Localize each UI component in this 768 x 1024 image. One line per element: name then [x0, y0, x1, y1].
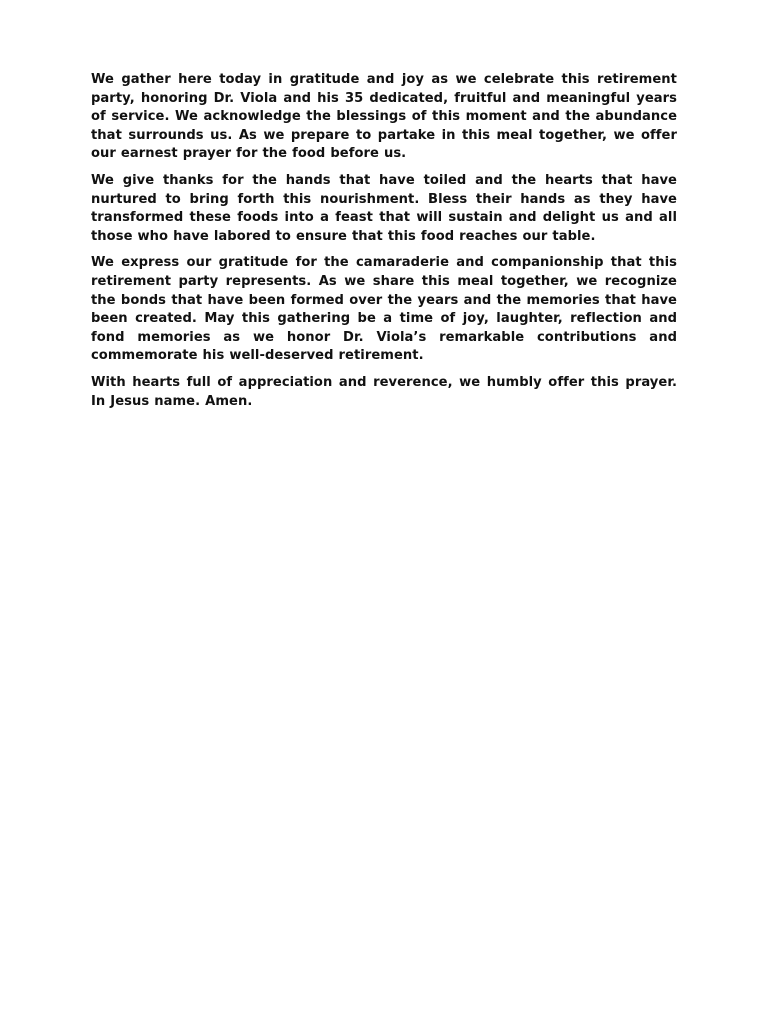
paragraph-opening: We gather here today in gratitude and joy as we celebrate this retirement party, honoring Dr. Viola and his 35 dedicated, fruitful and meaningful years of service. We acknowledge the blessings of this moment and the abundance that surrounds us. As we prepare to partake in this meal together, we offer our earnest prayer for the food before us.	[91, 72, 677, 162]
document-body	[91, 71, 677, 419]
paragraph-thanks: We give thanks for the hands that have toiled and the hearts that have nurtured to bring forth this nourishment. Bless their hands as they have transformed these foods into a feast that will sustain and delight us and all those who have labored to ensure that this food reaches our table.	[91, 172, 677, 244]
paragraph-closing: With hearts full of appreciation and reverence, we humbly offer this prayer. In Jesus name. Amen.	[91, 374, 677, 409]
paragraph-gratitude: We express our gratitude for the camaraderie and companionship that this retirement party represents. As we share this meal together, we recognize the bonds that have been formed over the years and the memories that have been created. May this gathering be a time of joy, laughter, reflection and fond memories as we honor Dr. Viola’s remarkable contributions and commemorate his well-deserved retirement.	[91, 255, 677, 364]
